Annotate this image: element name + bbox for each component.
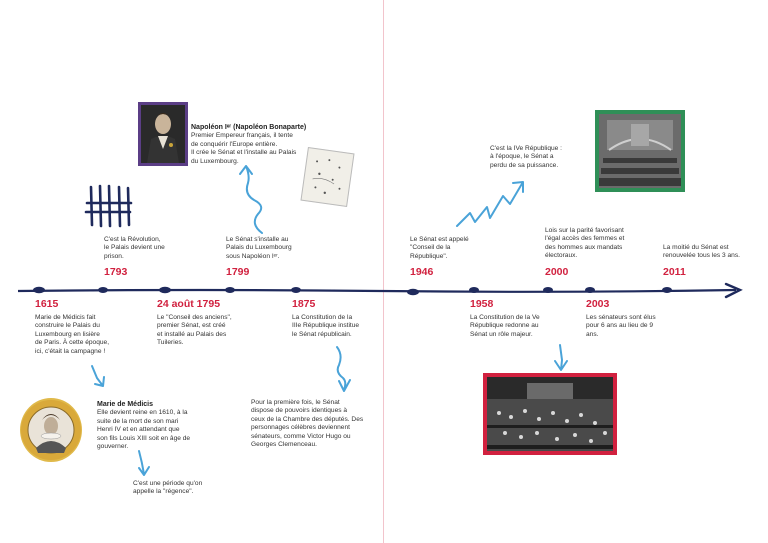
napoleon-line-2: de conquérir l'Europe entière. bbox=[191, 140, 278, 148]
timeline-dot-2000 bbox=[543, 287, 553, 293]
napoleon-name: Napoléon Iᵉʳ (Napoléon Bonaparte) bbox=[191, 124, 307, 131]
prison-bars-icon bbox=[86, 186, 131, 226]
event-1946-line-2: "Conseil de la bbox=[410, 244, 451, 252]
fourth-republic-line-1: C'est la IVe République : bbox=[490, 145, 563, 152]
arrow-fourth-republic bbox=[457, 182, 523, 226]
regence-line-1: C'est une période qu'on bbox=[133, 480, 203, 487]
event-1795-line-3: et installé au Palais des bbox=[157, 330, 227, 338]
medicis-line-4: son fils Louis XIII soit en âge de bbox=[97, 434, 191, 442]
event-1793-text bbox=[104, 236, 194, 261]
event-1615-year: 1615 bbox=[35, 298, 59, 310]
event-2011-text bbox=[663, 244, 763, 261]
event-1946-line-3: République". bbox=[410, 252, 448, 260]
event-1615-line-1: Marie de Médicis fait bbox=[35, 314, 96, 321]
event-2011-line-1: La moitié du Sénat est bbox=[663, 244, 729, 251]
event-2000-line-4: électoraux. bbox=[545, 252, 578, 260]
napoleon-note bbox=[191, 124, 341, 166]
third-republic-line-1: Pour la première fois, le Sénat bbox=[251, 399, 340, 406]
event-1795-line-4: Tuileries. bbox=[157, 339, 184, 347]
third-republic-line-4: personnages célèbres deviennent bbox=[251, 424, 350, 432]
medicis-portrait bbox=[20, 398, 82, 462]
medicis-name: Marie de Médicis bbox=[97, 401, 154, 408]
event-1793-line-1: C'est la Révolution, bbox=[104, 236, 161, 243]
event-1875-line-2: IIIe République institue bbox=[292, 322, 360, 330]
timeline-dot-1793 bbox=[98, 287, 108, 293]
event-1615-line-3: Luxembourg en lisière bbox=[35, 330, 100, 338]
event-2003-year: 2003 bbox=[586, 298, 610, 310]
event-1615-text bbox=[35, 314, 125, 356]
event-1875-line-1: La Constitution de la bbox=[292, 314, 353, 321]
event-1946-year: 1946 bbox=[410, 266, 434, 278]
event-2011-line-2: renouvelée tous les 3 ans. bbox=[663, 252, 740, 260]
event-1615-line-4: de Paris. À cette époque, bbox=[35, 339, 110, 347]
event-2000-text bbox=[545, 227, 655, 261]
senate-chamber-photo-green bbox=[595, 110, 685, 192]
event-1958-line-3: Sénat un rôle majeur. bbox=[470, 330, 533, 338]
event-2000-line-3: des hommes aux mandats bbox=[545, 243, 623, 251]
medicis-note bbox=[97, 401, 212, 451]
medicis-line-3: Henri IV et en attendant que bbox=[97, 426, 180, 434]
event-1795-line-1: Le "Conseil des anciens", bbox=[157, 314, 232, 321]
medicis-line-1: Elle devient reine en 1610, à la bbox=[97, 409, 188, 417]
arrow-napoleon bbox=[240, 166, 262, 233]
event-1799-line-2: Palais du Luxembourg bbox=[226, 244, 292, 252]
timeline-line bbox=[18, 290, 736, 292]
event-1795-line-2: premier Sénat, est créé bbox=[157, 322, 226, 330]
event-1875-text bbox=[292, 314, 382, 339]
napoleon-portrait bbox=[138, 102, 188, 166]
event-2000-line-1: Lois sur la parité favorisant bbox=[545, 227, 624, 234]
event-1793-line-2: le Palais devient une bbox=[104, 244, 165, 252]
fourth-republic-note bbox=[490, 145, 580, 170]
senate-session-photo-red bbox=[483, 373, 617, 455]
napoleon-line-4: du Luxembourg. bbox=[191, 157, 239, 165]
event-1793-year: 1793 bbox=[104, 266, 128, 278]
event-2003-text bbox=[586, 314, 676, 339]
timeline-dot-2011 bbox=[662, 287, 672, 293]
event-2003-line-1: Les sénateurs sont élus bbox=[586, 314, 656, 321]
event-1958-text bbox=[470, 314, 560, 339]
fourth-republic-line-2: à l'époque, le Sénat a bbox=[490, 153, 554, 161]
timeline-dot-2003 bbox=[585, 287, 595, 293]
third-republic-note bbox=[251, 399, 377, 449]
event-1799-year: 1799 bbox=[226, 266, 250, 278]
timeline-dot-1875 bbox=[291, 287, 301, 293]
timeline-dot-1946 bbox=[407, 289, 419, 295]
third-republic-line-2: dispose de pouvoirs identiques à bbox=[251, 407, 348, 415]
event-1958-line-2: République redonne au bbox=[470, 322, 539, 330]
event-2000-year: 2000 bbox=[545, 266, 569, 278]
napoleon-line-1: Premier Empereur français, il tente bbox=[191, 132, 293, 140]
arrow-third-republic bbox=[337, 347, 350, 391]
event-1793-line-3: prison. bbox=[104, 252, 124, 260]
medicis-line-2: suite de la mort de son mari bbox=[97, 417, 179, 425]
event-1799-line-3: sous Napoléon Iᵉʳ. bbox=[226, 252, 280, 260]
event-1946-line-1: Le Sénat est appelé bbox=[410, 236, 469, 243]
timeline-dot-1795 bbox=[159, 287, 171, 293]
arrow-regence bbox=[139, 451, 149, 475]
event-2011-year: 2011 bbox=[663, 266, 686, 278]
third-republic-line-5: sénateurs, comme Victor Hugo ou bbox=[251, 432, 351, 440]
event-1958-year: 1958 bbox=[470, 298, 494, 310]
event-2000-line-2: l'égal accès des femmes et bbox=[545, 235, 625, 243]
event-1795-year: 24 août 1795 bbox=[157, 298, 221, 310]
event-2003-line-3: ans. bbox=[586, 330, 599, 338]
event-1946-text bbox=[410, 236, 500, 261]
fourth-republic-line-3: perdu de sa puissance. bbox=[490, 161, 559, 169]
arrow-1958 bbox=[555, 345, 567, 370]
event-2003-line-2: pour 6 ans au lieu de 9 bbox=[586, 322, 654, 330]
regence-line-2: appelle la "régence". bbox=[133, 488, 194, 496]
event-1799-text bbox=[226, 236, 316, 261]
event-1795-text bbox=[157, 314, 252, 348]
medicis-line-5: gouverner. bbox=[97, 443, 129, 451]
timeline-dot-1615 bbox=[33, 287, 45, 293]
event-1615-line-5: ici, c'était la campagne ! bbox=[35, 347, 106, 355]
napoleon-line-3: Il crée le Sénat et l'installe au Palais bbox=[191, 149, 297, 157]
third-republic-line-6: Georges Clemenceau. bbox=[251, 441, 317, 449]
event-1875-line-3: le Sénat républicain. bbox=[292, 330, 352, 338]
event-1615-line-2: construire le Palais du bbox=[35, 322, 100, 330]
arrow-medicis bbox=[92, 366, 104, 386]
event-1958-line-1: La Constitution de la Ve bbox=[470, 314, 540, 321]
third-republic-line-3: ceux de la Chambre des députés. Des bbox=[251, 415, 364, 423]
timeline-dot-1958 bbox=[469, 287, 479, 293]
timeline-dot-1799 bbox=[225, 287, 235, 293]
event-1799-line-1: Le Sénat s'installe au bbox=[226, 236, 289, 243]
regence-note bbox=[133, 480, 233, 497]
event-1875-year: 1875 bbox=[292, 298, 316, 310]
